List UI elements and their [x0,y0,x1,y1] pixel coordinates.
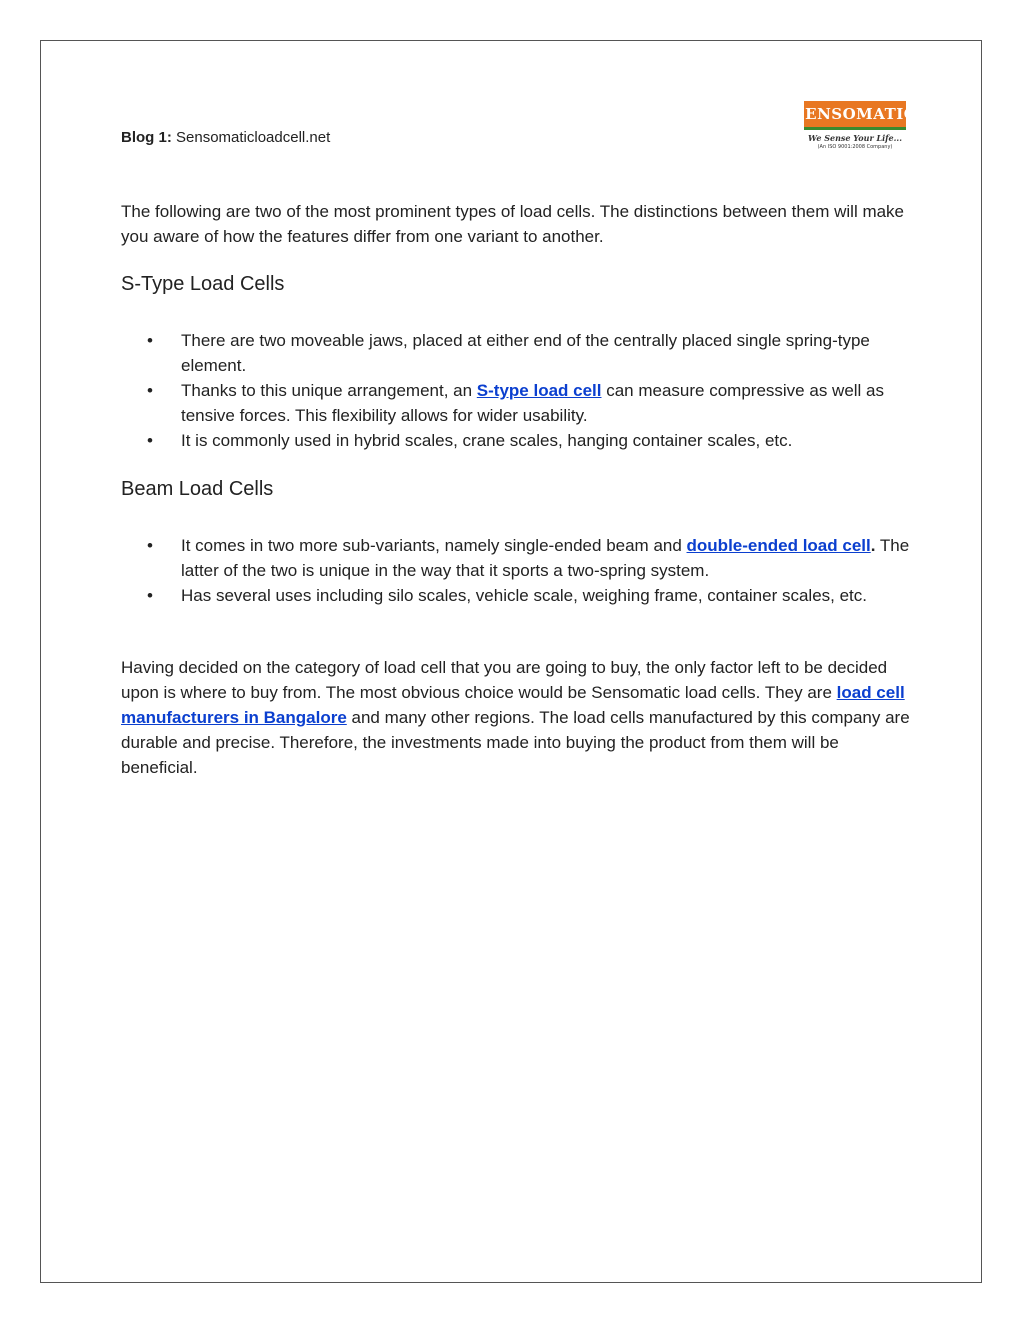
manufacturers-bangalore-link[interactable]: load cell manufacturers in Bangalore [121,683,905,727]
list-item-text: can measure compressive as well as tensive forces. This flexibility allows for wider usability. [181,381,885,425]
s-type-list [121,328,911,453]
beam-heading: Beam Load Cells [121,478,274,500]
list-item-period: . [870,536,876,555]
list-item-text: Thanks to this unique arrangement, an [181,381,477,400]
logo-wordmark: SENSOMATIC [804,101,906,130]
list-item-text: It is commonly used in hybrid scales, crane scales, hanging container scales, etc. [181,431,793,450]
blog-header [121,129,330,146]
list-item-text: It comes in two more sub-variants, namely single-ended beam and [181,536,687,555]
blog-label: Blog 1: [121,129,172,146]
blog-site: Sensomaticloadcell.net [176,129,331,146]
double-ended-load-cell-link[interactable]: double-ended load cell [686,536,871,555]
list-item-text: Has several uses including silo scales, vehicle scale, weighing frame, container scales, etc. [181,586,867,605]
list-item [121,378,911,428]
closing-paragraph [121,655,911,780]
list-item [121,583,911,608]
closing-text: and many other regions. The load cells manufactured by this company are durable and precise. Therefore, the investments made into buying the product from them will be beneficial. [121,708,910,777]
bullet-icon: • [147,586,153,605]
sensomatic-logo [793,101,917,159]
bullet-icon: • [147,536,153,555]
beam-list [121,533,911,608]
list-item-text: The latter of the two is unique in the way that it sports a two-spring system. [181,536,910,580]
logo-tagline: We Sense Your Life... [808,133,902,143]
logo-iso-note: (An ISO 9001:2008 Company) [817,144,893,150]
document-page [40,40,982,1283]
closing-text: Having decided on the category of load cell that you are going to buy, the only factor left to be decided upon is where to buy from. The most obvious choice would be Sensomatic load cells. They are [121,658,888,702]
s-type-load-cell-link[interactable]: S-type load cell [476,381,602,400]
list-item [121,428,911,453]
list-item [121,533,911,583]
list-item [121,328,911,378]
list-item-text: There are two moveable jaws, placed at either end of the centrally placed single spring-type element. [181,331,870,375]
bullet-icon: • [147,331,153,350]
bullet-icon: • [147,431,153,450]
bullet-icon: • [147,381,153,400]
intro-paragraph: The following are two of the most prominent types of load cells. The distinctions between them will make you aware of how the features differ from one variant to another. [121,202,905,246]
s-type-heading: S-Type Load Cells [121,273,285,295]
